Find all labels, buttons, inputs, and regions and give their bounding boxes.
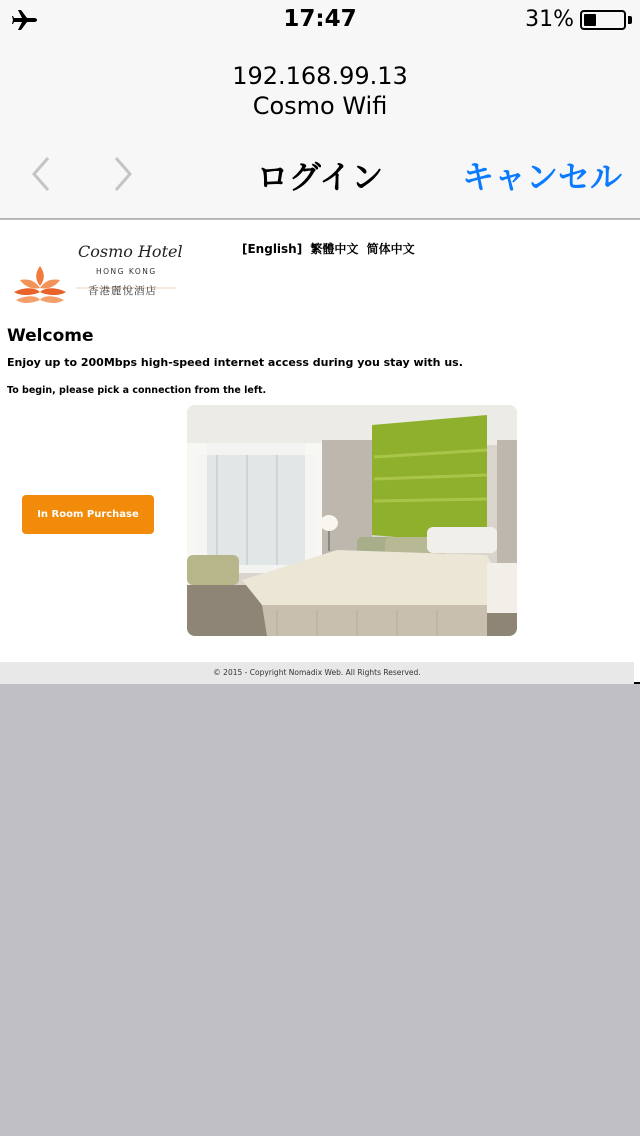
battery-level [584,14,596,26]
chevron-left-icon[interactable] [28,154,56,194]
instruction-text: To begin, please pick a connection from the left. [7,385,267,396]
footer-copyright: © 2015 - Copyright Nomadix Web. All Rights Reserved. [0,662,634,684]
portal-host: 192.168.99.13 [232,62,408,90]
battery-tip [628,16,632,24]
language-traditional-chinese[interactable]: 繁體中文 [310,242,359,256]
in-room-purchase-button[interactable]: In Room Purchase [22,495,154,534]
language-english[interactable]: [English] [242,242,303,256]
language-selector [242,240,419,257]
battery-icon [580,10,626,30]
welcome-heading: Welcome [7,326,94,346]
page-title: ログイン [256,158,384,196]
hotel-room-photo [187,405,517,636]
status-bar [0,0,640,40]
intro-text: Enjoy up to 200Mbps high-speed internet access during you stay with us. [7,356,463,369]
chevron-right-icon[interactable] [108,154,136,194]
portal-page [0,220,640,684]
hotel-logo-name: Cosmo Hotel [78,242,183,261]
status-time: 17:47 [283,6,357,32]
language-simplified-chinese[interactable]: 简体中文 [366,242,415,256]
battery-percent: 31% [525,7,574,32]
captive-portal-header [0,0,640,219]
portal-network-name: Cosmo Wifi [252,92,388,120]
hotel-logo-city: HONG KONG [96,267,157,276]
cancel-button[interactable]: キャンセル [461,158,622,196]
hotel-logo-chinese: 香港麗悅酒店 [88,285,157,297]
